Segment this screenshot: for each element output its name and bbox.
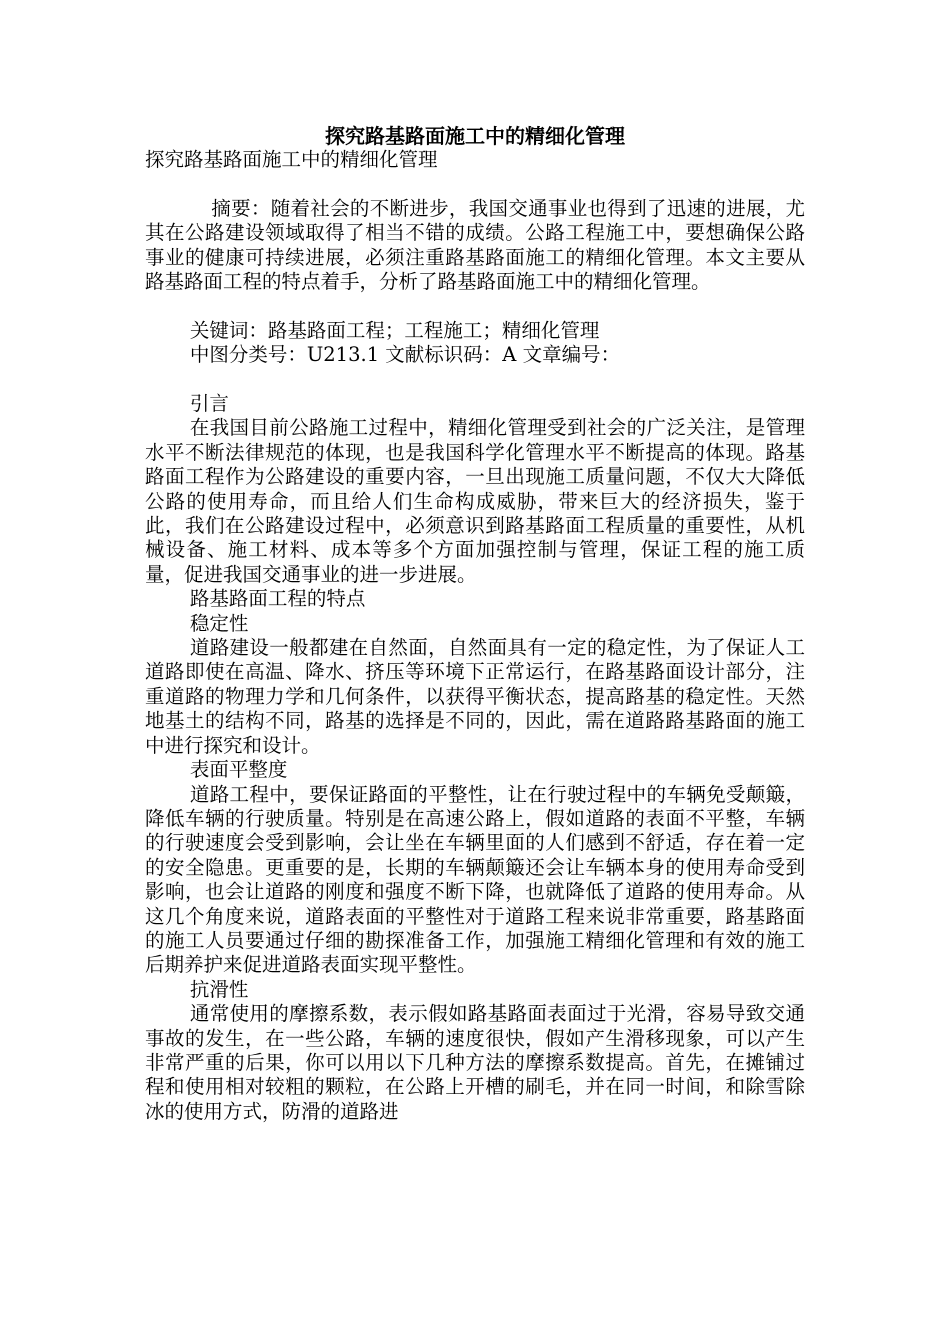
spacer [145,294,805,318]
spacer [145,172,805,196]
flatness-paragraph: 道路工程中，要保证路面的平整性，让在行驶过程中的车辆免受颠簸，降低车辆的行驶质量。特别是在高速公路上，假如道路的表面不平整，车辆的行驶速度会受到影响，会让坐在车辆里面的人们感到不舒适，存在着一定的安全隐患。更重要的是，长期的车辆颠簸还会让车辆本身的使用寿命受到影响，也会让道路的刚度和强度不断下降，也就降低了道路的使用寿命。从这几个角度来说，道路表面的平整性对于道路工程来说非常重要，路基路面的施工人员要通过仔细的勘探准备工作，加强施工精细化管理和有效的施工后期养护来促进道路表面实现平整性。 [145,782,805,977]
spacer [145,368,805,392]
document-title: 探究路基路面施工中的精细化管理 [325,124,625,148]
skid-paragraph: 通常使用的摩擦系数，表示假如路基路面表面过于光滑，容易导致交通事故的发生，在一些公路，车辆的速度很快，假如产生滑移现象，可以产生非常严重的后果，你可以用以下几种方法的摩擦系数提高。首先，在摊铺过程和使用相对较粗的颗粒，在公路上开槽的刷毛，并在同一时间，和除雪除冰的使用方式，防滑的道路进 [145,1002,805,1123]
abstract-paragraph: 摘要：随着社会的不断进步，我国交通事业也得到了迅速的进展，尤其在公路建设领域取得了相当不错的成绩。公路工程施工中，要想确保公路事业的健康可持续进展，必须注重路基路面施工的精细化管理。本文主要从路基路面工程的特点着手，分析了路基路面施工中的精细化管理。 [145,196,805,294]
intro-heading: 引言 [189,392,229,416]
classification-line: 中图分类号：U213.1 文献标识码：A 文章编号： [189,343,621,367]
document-subtitle: 探究路基路面施工中的精细化管理 [145,148,438,171]
flatness-heading: 表面平整度 [189,758,288,782]
keywords-line: 关键词：路基路面工程；工程施工；精细化管理 [189,318,600,342]
document-body [145,148,805,1124]
stability-paragraph: 道路建设一般都建在自然面，自然面具有一定的稳定性，为了保证人工道路即使在高温、降水、挤压等环境下正常运行，在路基路面设计部分，注重道路的物理力学和几何条件，以获得平衡状态，提高路基的稳定性。天然地基土的结构不同，路基的选择是不同的，因此，需在道路路基路面的施工中进行探究和设计。 [145,636,805,757]
stability-heading: 稳定性 [189,611,249,635]
skid-heading: 抗滑性 [189,977,249,1001]
section-heading: 路基路面工程的特点 [189,587,366,611]
intro-paragraph: 在我国目前公路施工过程中，精细化管理受到社会的广泛关注，是管理水平不断法律规范的体现，也是我国科学化管理水平不断提高的体现。路基路面工程作为公路建设的重要内容，一旦出现施工质量问题，不仅大大降低公路的使用寿命，而且给人们生命构成威胁，带来巨大的经济损失，鉴于此，我们在公路建设过程中，必须意识到路基路面工程质量的重要性，从机械设备、施工材料、成本等多个方面加强控制与管理，保证工程的施工质量，促进我国交通事业的进一步进展。 [145,416,805,586]
